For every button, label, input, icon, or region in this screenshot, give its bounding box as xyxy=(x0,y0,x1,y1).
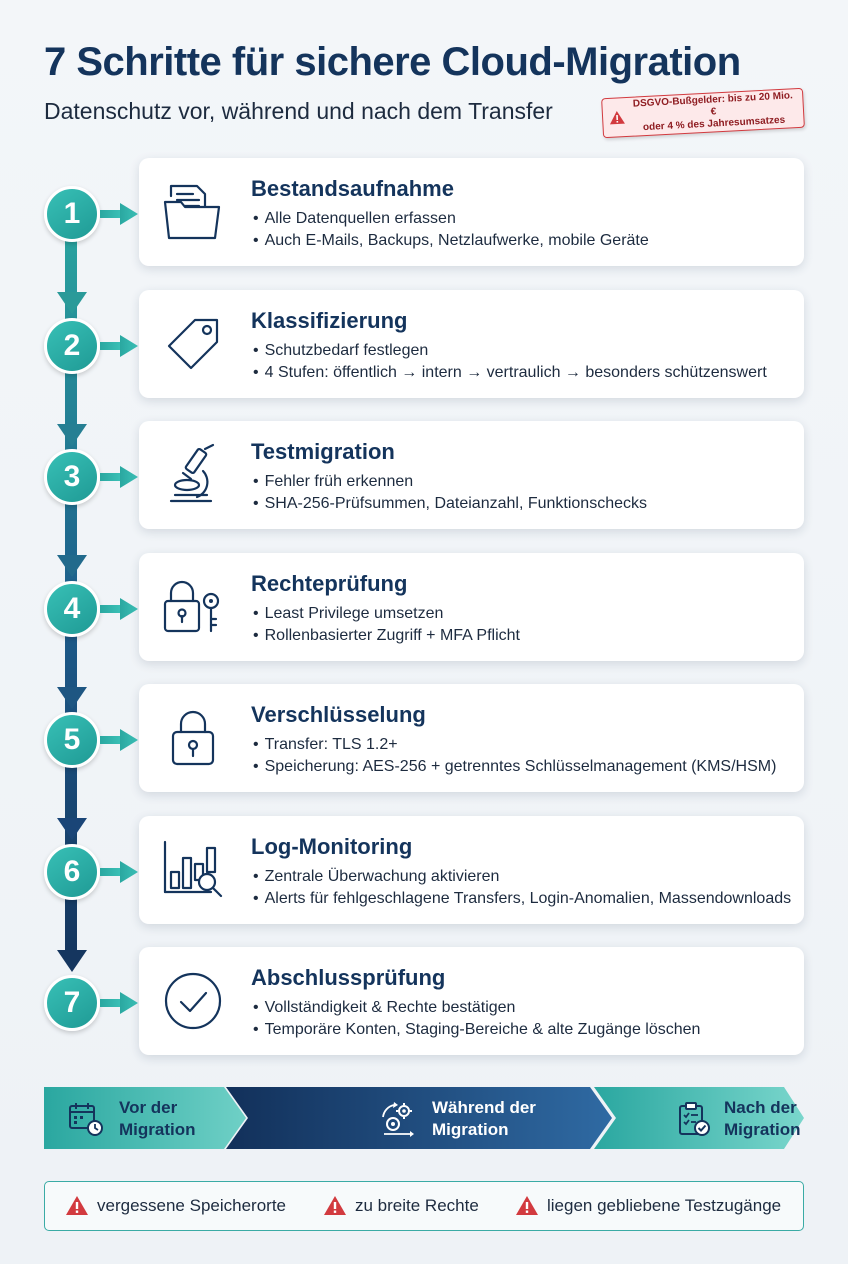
step-card xyxy=(139,816,804,924)
lock-key-icon xyxy=(161,575,225,639)
padlock-icon xyxy=(161,706,225,770)
step-connector xyxy=(0,729,140,751)
step-number: 2 xyxy=(63,328,81,362)
step-connector xyxy=(0,861,140,883)
step-bullet: • Schutzbedarf festlegen xyxy=(253,340,767,362)
step-bullet: • 4 Stufen: öffentlich → intern → vertraulich → besonders schützenswert xyxy=(253,362,767,384)
step-card xyxy=(139,553,804,661)
step-number: 4 xyxy=(63,591,81,625)
step-bullets xyxy=(253,208,649,252)
step-arrow-icon xyxy=(100,466,138,488)
step-bullet: • Zentrale Überwachung aktivieren xyxy=(253,866,791,888)
step-bullets xyxy=(253,997,700,1041)
step-title: Rechteprüfung xyxy=(251,570,408,596)
step-arrow-icon xyxy=(100,598,138,620)
chart-magnifier-icon xyxy=(161,838,225,902)
pitfall-text: vergessene Speicherorte xyxy=(97,1195,287,1215)
step-bullets xyxy=(253,734,776,778)
step-number: 3 xyxy=(63,460,81,493)
step-bullet: • Fehler früh erkennen xyxy=(253,471,647,493)
warning-icon xyxy=(609,110,626,125)
step-bullet: • Temporäre Konten, Staging-Bereiche & alte Zugänge löschen xyxy=(253,1019,700,1041)
step-connector xyxy=(0,203,140,225)
step-6 xyxy=(0,816,848,926)
phase-bar xyxy=(44,1087,804,1149)
pitfall-text: zu breite Rechte xyxy=(355,1195,479,1215)
microscope-icon xyxy=(161,443,225,507)
step-7 xyxy=(0,947,848,1057)
step-number: 1 xyxy=(63,197,81,230)
calendar-clock-icon xyxy=(68,1101,104,1137)
step-bullets xyxy=(253,471,647,515)
phase-during-label: Während der Migration xyxy=(432,1098,536,1139)
step-3 xyxy=(0,421,848,531)
warning-icon xyxy=(515,1195,539,1216)
step-connector xyxy=(0,992,140,1014)
step-arrow-icon xyxy=(100,992,138,1014)
step-bullets xyxy=(253,603,520,647)
pitfall-item xyxy=(323,1195,479,1216)
step-card xyxy=(139,947,804,1055)
step-number: 6 xyxy=(63,854,81,888)
folder-documents-icon xyxy=(161,180,225,244)
step-arrow-icon xyxy=(100,861,138,883)
clipboard-check-icon xyxy=(676,1101,712,1137)
fine-badge-line-1: DSGVO-Bußgelder: bis zu 20 Mio. € xyxy=(632,90,794,118)
step-card xyxy=(139,421,804,529)
pitfalls-box xyxy=(44,1181,804,1231)
tag-icon xyxy=(161,312,225,376)
step-card xyxy=(139,290,804,398)
page-title: 7 Schritte für sichere Cloud-Migration xyxy=(44,40,741,84)
step-arrow-icon xyxy=(100,335,138,357)
step-bullets xyxy=(253,866,791,910)
step-title: Testmigration xyxy=(251,439,395,464)
warning-icon xyxy=(323,1195,347,1216)
gears-arrows-icon xyxy=(380,1101,416,1137)
pitfall-item xyxy=(65,1195,286,1216)
step-2 xyxy=(0,290,848,400)
step-number: 7 xyxy=(63,986,81,1019)
fine-warning-badge xyxy=(601,88,805,139)
step-bullet: • Alerts für fehlgeschlagene Transfers, Login-Anomalien, Massendownloads xyxy=(253,888,791,910)
warning-icon xyxy=(65,1195,89,1216)
phase-before-label: Vor der Migration xyxy=(119,1098,196,1139)
phase-after xyxy=(594,1087,804,1149)
step-bullet: • Least Privilege umsetzen xyxy=(253,603,520,625)
step-card xyxy=(139,158,804,266)
step-5 xyxy=(0,684,848,794)
step-title: Verschlüsselung xyxy=(251,702,426,727)
step-1 xyxy=(0,158,848,268)
check-circle-icon xyxy=(161,969,225,1033)
step-title: Log-Monitoring xyxy=(251,833,413,859)
step-bullets xyxy=(253,340,767,384)
phase-before xyxy=(44,1087,246,1149)
step-bullet: • Speicherung: AES-256 + getrenntes Schlüsselmanagement (KMS/HSM) xyxy=(253,756,776,778)
step-title: Klassifizierung xyxy=(251,307,408,333)
step-connector xyxy=(0,335,140,357)
page-subtitle: Datenschutz vor, während und nach dem Transfer xyxy=(44,98,553,124)
step-bullet: • Transfer: TLS 1.2+ xyxy=(253,734,776,756)
step-4 xyxy=(0,553,848,663)
step-arrow-icon xyxy=(100,729,138,751)
fine-badge-line-2: oder 4 % des Jahresumsatzes xyxy=(642,114,786,134)
step-bullet: • Vollständigkeit & Rechte bestätigen xyxy=(253,997,700,1019)
step-connector xyxy=(0,598,140,620)
step-title: Abschlussprüfung xyxy=(251,965,446,990)
step-connector xyxy=(0,466,140,488)
step-bullet: • Rollenbasierter Zugriff + MFA Pflicht xyxy=(253,625,520,647)
phase-after-label: Nach der Migration xyxy=(724,1098,801,1139)
step-bullet: • SHA-256-Prüfsummen, Dateianzahl, Funktionschecks xyxy=(253,493,647,515)
step-title: Bestandsaufnahme xyxy=(251,176,454,201)
step-bullet: • Alle Datenquellen erfassen xyxy=(253,208,649,230)
pitfall-text: liegen gebliebene Testzugänge xyxy=(547,1195,782,1215)
step-bullet: • Auch E-Mails, Backups, Netzlaufwerke, mobile Geräte xyxy=(253,230,649,252)
step-arrow-icon xyxy=(100,203,138,225)
step-number: 5 xyxy=(63,723,81,756)
phase-during xyxy=(226,1087,612,1149)
step-card xyxy=(139,684,804,792)
pitfall-item xyxy=(515,1195,781,1216)
